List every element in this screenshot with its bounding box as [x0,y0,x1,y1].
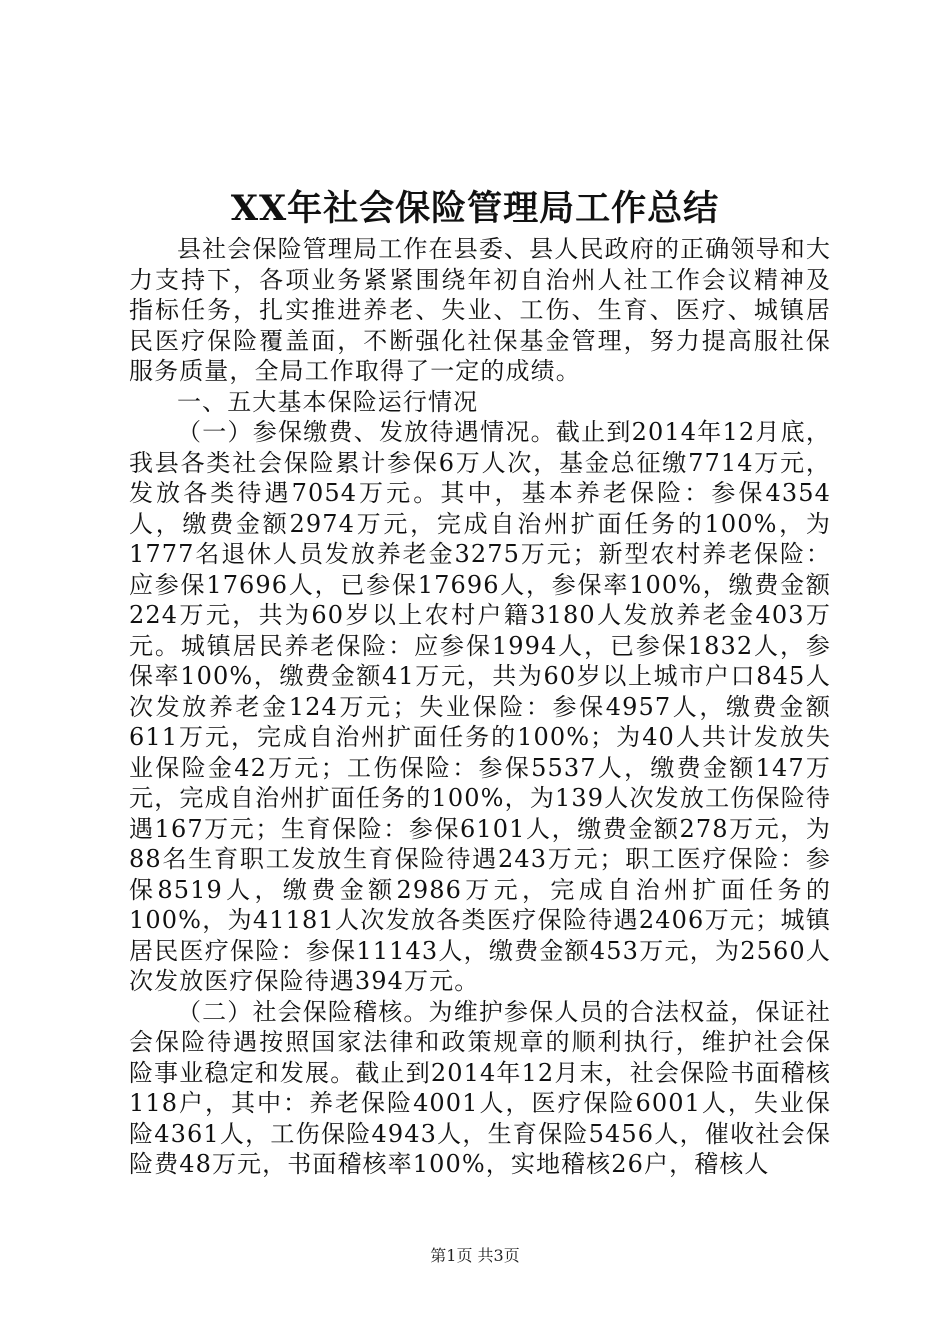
intro-paragraph: 县社会保险管理局工作在县委、县人民政府的正确领导和大力支持下，各项业务紧紧围绕年初自治州人社工作会议精神及指标任务，扎实推进养老、失业、工伤、生育、医疗、城镇居民医疗保险覆盖面，不断强化社保基金管理，努力提高服社保服务质量，全局工作取得了一定的成绩。 [129,235,831,385]
document-title: XX年社会保险管理局工作总结 [230,188,720,229]
document-body [129,234,831,1180]
page-footer: 第1页 共3页 [430,1246,520,1265]
subsection-paragraph-1: （一）参保缴费、发放待遇情况。截止到2014年12月底，我县各类社会保险累计参保6万人次，基金总征缴7714万元，发放各类待遇7054万元。其中，基本养老保险：参保4354人，缴费金额2974万元，完成自治州扩面任务的100%，为1777名退休人员发放养老金3275万元；新型农村养老保险：应参保17696人，已参保17696人，参保率100%，缴费金额224万元，共为60岁以上农村户籍3180人发放养老金403万元。城镇居民养老保险：应参保1994人，已参保1832人，参保率100%，缴费金额41万元，共为60岁以上城市户口845人次发放养老金124万元；失业保险：参保4957人，缴费金额611万元，完成自治州扩面任务的100%；为40人共计发放失业保险金42万元；工伤保险：参保5537人，缴费金额147万元，完成自治州扩面任务的100%，为139人次发放工伤保险待遇167万元；生育保险：参保6101人，缴费金额278万元，为88名生育职工发放生育保险待遇243万元；职工医疗保险：参保8519人，缴费金额2986万元，完成自治州扩面任务的100%，为41181人次发放各类医疗保险待遇2406万元；城镇居民医疗保险：参保11143人，缴费金额453万元，为2560人次发放医疗保险待遇394万元。 [129,418,831,995]
subsection-paragraph-2: （二）社会保险稽核。为维护参保人员的合法权益，保证社会保险待遇按照国家法律和政策规章的顺利执行，维护社会保险事业稳定和发展。截止到2014年12月末，社会保险书面稽核118户，其中：养老保险4001人，医疗保险6001人，失业保险4361人，工伤保险4943人，生育保险5456人，催收社会保险费48万元，书面稽核率100%，实地稽核26户，稽核人 [129,997,831,1178]
section-heading: 一、五大基本保险运行情况 [177,387,479,416]
